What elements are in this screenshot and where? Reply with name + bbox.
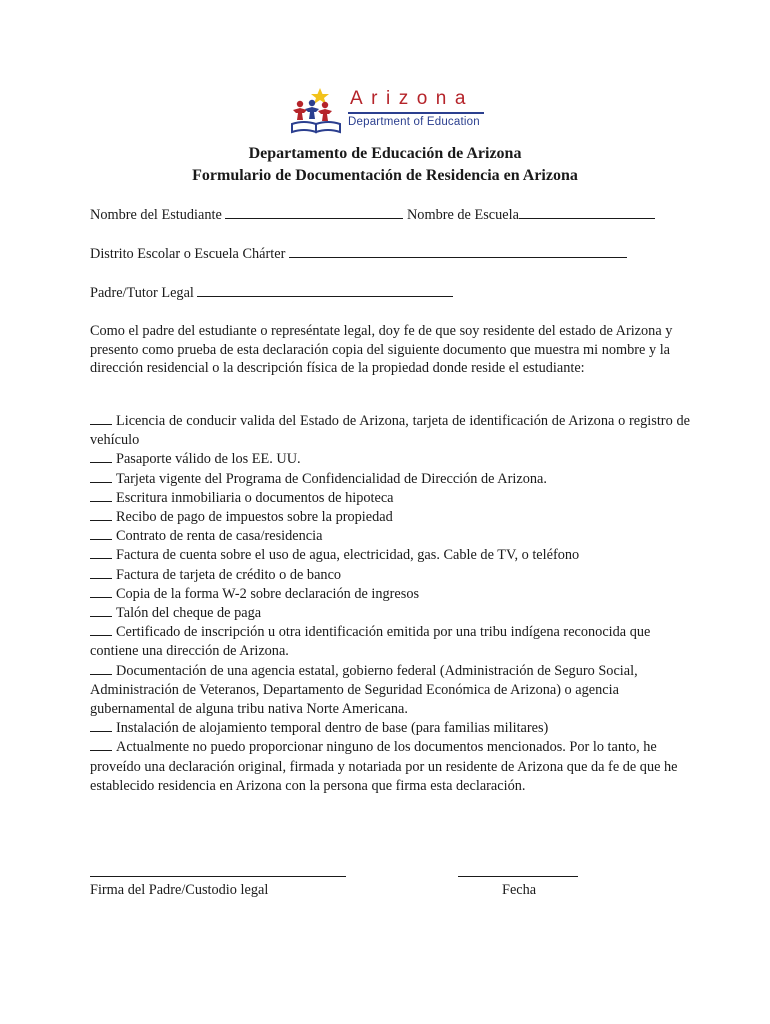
checklist-item[interactable] [90, 585, 690, 604]
checklist-item-text: Escritura inmobiliaria o documentos de hipoteca [116, 489, 394, 506]
date-label: Fecha [502, 882, 537, 898]
check-blank[interactable] [90, 509, 112, 521]
logo-subtitle: Department of Education [348, 116, 480, 128]
checklist-item[interactable] [90, 527, 690, 546]
logo-divider [348, 112, 484, 114]
checklist-item-text: Talón del cheque de paga [116, 605, 262, 622]
check-blank[interactable] [90, 605, 112, 617]
checklist-item[interactable] [90, 450, 690, 469]
student-school-row [90, 206, 655, 224]
date-signature-line[interactable] [458, 876, 578, 877]
district-label: Distrito Escolar o Escuela Chárter [90, 246, 286, 262]
document-title: Departamento de Educación de Arizona [248, 145, 522, 162]
check-blank[interactable] [90, 471, 112, 483]
check-blank[interactable] [90, 663, 112, 675]
check-blank[interactable] [90, 720, 112, 732]
ade-logo [288, 90, 488, 140]
district-row [90, 245, 627, 263]
check-blank[interactable] [90, 547, 112, 559]
checklist-item-text: Factura de cuenta sobre el uso de agua, electricidad, gas. Cable de TV, o teléfono [116, 547, 580, 564]
checklist-item-text: Instalación de alojamiento temporal dentro de base (para familias militares) [116, 720, 549, 737]
guardian-field[interactable] [197, 284, 453, 297]
checklist-item-text: Contrato de renta de casa/residencia [116, 528, 323, 545]
checklist-item[interactable] [90, 662, 690, 720]
document-checklist [90, 412, 690, 796]
check-blank[interactable] [90, 490, 112, 502]
school-name-field[interactable] [519, 206, 655, 219]
checklist-item[interactable] [90, 508, 690, 527]
checklist-item[interactable] [90, 546, 690, 565]
logo-arizona-text: Arizona [350, 88, 474, 109]
children-book-icon [288, 86, 348, 136]
school-name-label: Nombre de Escuela [406, 207, 519, 223]
student-name-field[interactable] [225, 206, 403, 219]
parent-signature-line[interactable] [90, 876, 346, 877]
checklist-item-text: Certificado de inscripción u otra identificación emitida por una tribu indígena reconocida que contiene una dirección de Arizona. [90, 624, 651, 660]
checklist-item-text: Actualmente no puedo proporcionar ninguno de los documentos mencionados. Por lo tanto, he proveído una declaración original, firmada y notariada por un residente de Arizona que da fe de que he establecido residencia en Arizona con la persona que firma esta declaración. [90, 739, 678, 794]
parent-signature-label: Firma del Padre/Custodio legal [90, 882, 269, 898]
checklist-item[interactable] [90, 738, 690, 796]
checklist-item-text: Tarjeta vigente del Programa de Confidencialidad de Dirección de Arizona. [116, 470, 547, 487]
checklist-item-text: Pasaporte válido de los EE. UU. [116, 451, 301, 468]
declaration-paragraph: Como el padre del estudiante o represéntate legal, doy fe de que soy residente del estado de Arizona y presento como prueba de esta declaración copia del siguiente documento que muestra mi nombre y la dirección residencial o la descripción física de la propiedad donde reside el estudiante: [90, 323, 673, 376]
check-blank[interactable] [90, 624, 112, 636]
checklist-item[interactable] [90, 412, 690, 450]
district-field[interactable] [289, 245, 627, 258]
student-name-label: Nombre del Estudiante [90, 207, 222, 223]
checklist-item-text: Documentación de una agencia estatal, gobierno federal (Administración de Seguro Social, Administración de Veteranos, Departamento de Seguridad Económica de Arizona) o agencia gubernamental de alguna tribu nativa Norte Americana. [90, 662, 638, 718]
check-blank[interactable] [90, 739, 112, 751]
checklist-item[interactable] [90, 604, 690, 623]
checklist-item-text: Factura de tarjeta de crédito o de banco [116, 566, 342, 583]
checklist-item[interactable] [90, 489, 690, 508]
check-blank[interactable] [90, 567, 112, 579]
checklist-item[interactable] [90, 623, 690, 661]
checklist-item-text: Licencia de conducir valida del Estado de Arizona, tarjeta de identificación de Arizona o registro de vehículo [90, 413, 690, 449]
checklist-item[interactable] [90, 470, 690, 489]
guardian-row [90, 284, 453, 302]
check-blank[interactable] [90, 528, 112, 540]
document-subtitle: Formulario de Documentación de Residencia en Arizona [192, 167, 578, 184]
checklist-item[interactable] [90, 719, 690, 738]
check-blank[interactable] [90, 451, 112, 463]
checklist-item-text: Recibo de pago de impuestos sobre la propiedad [116, 509, 393, 526]
check-blank[interactable] [90, 586, 112, 598]
checklist-item[interactable] [90, 566, 690, 585]
check-blank[interactable] [90, 413, 112, 425]
checklist-item-text: Copia de la forma W-2 sobre declaración de ingresos [116, 585, 420, 602]
guardian-label: Padre/Tutor Legal [90, 285, 194, 301]
